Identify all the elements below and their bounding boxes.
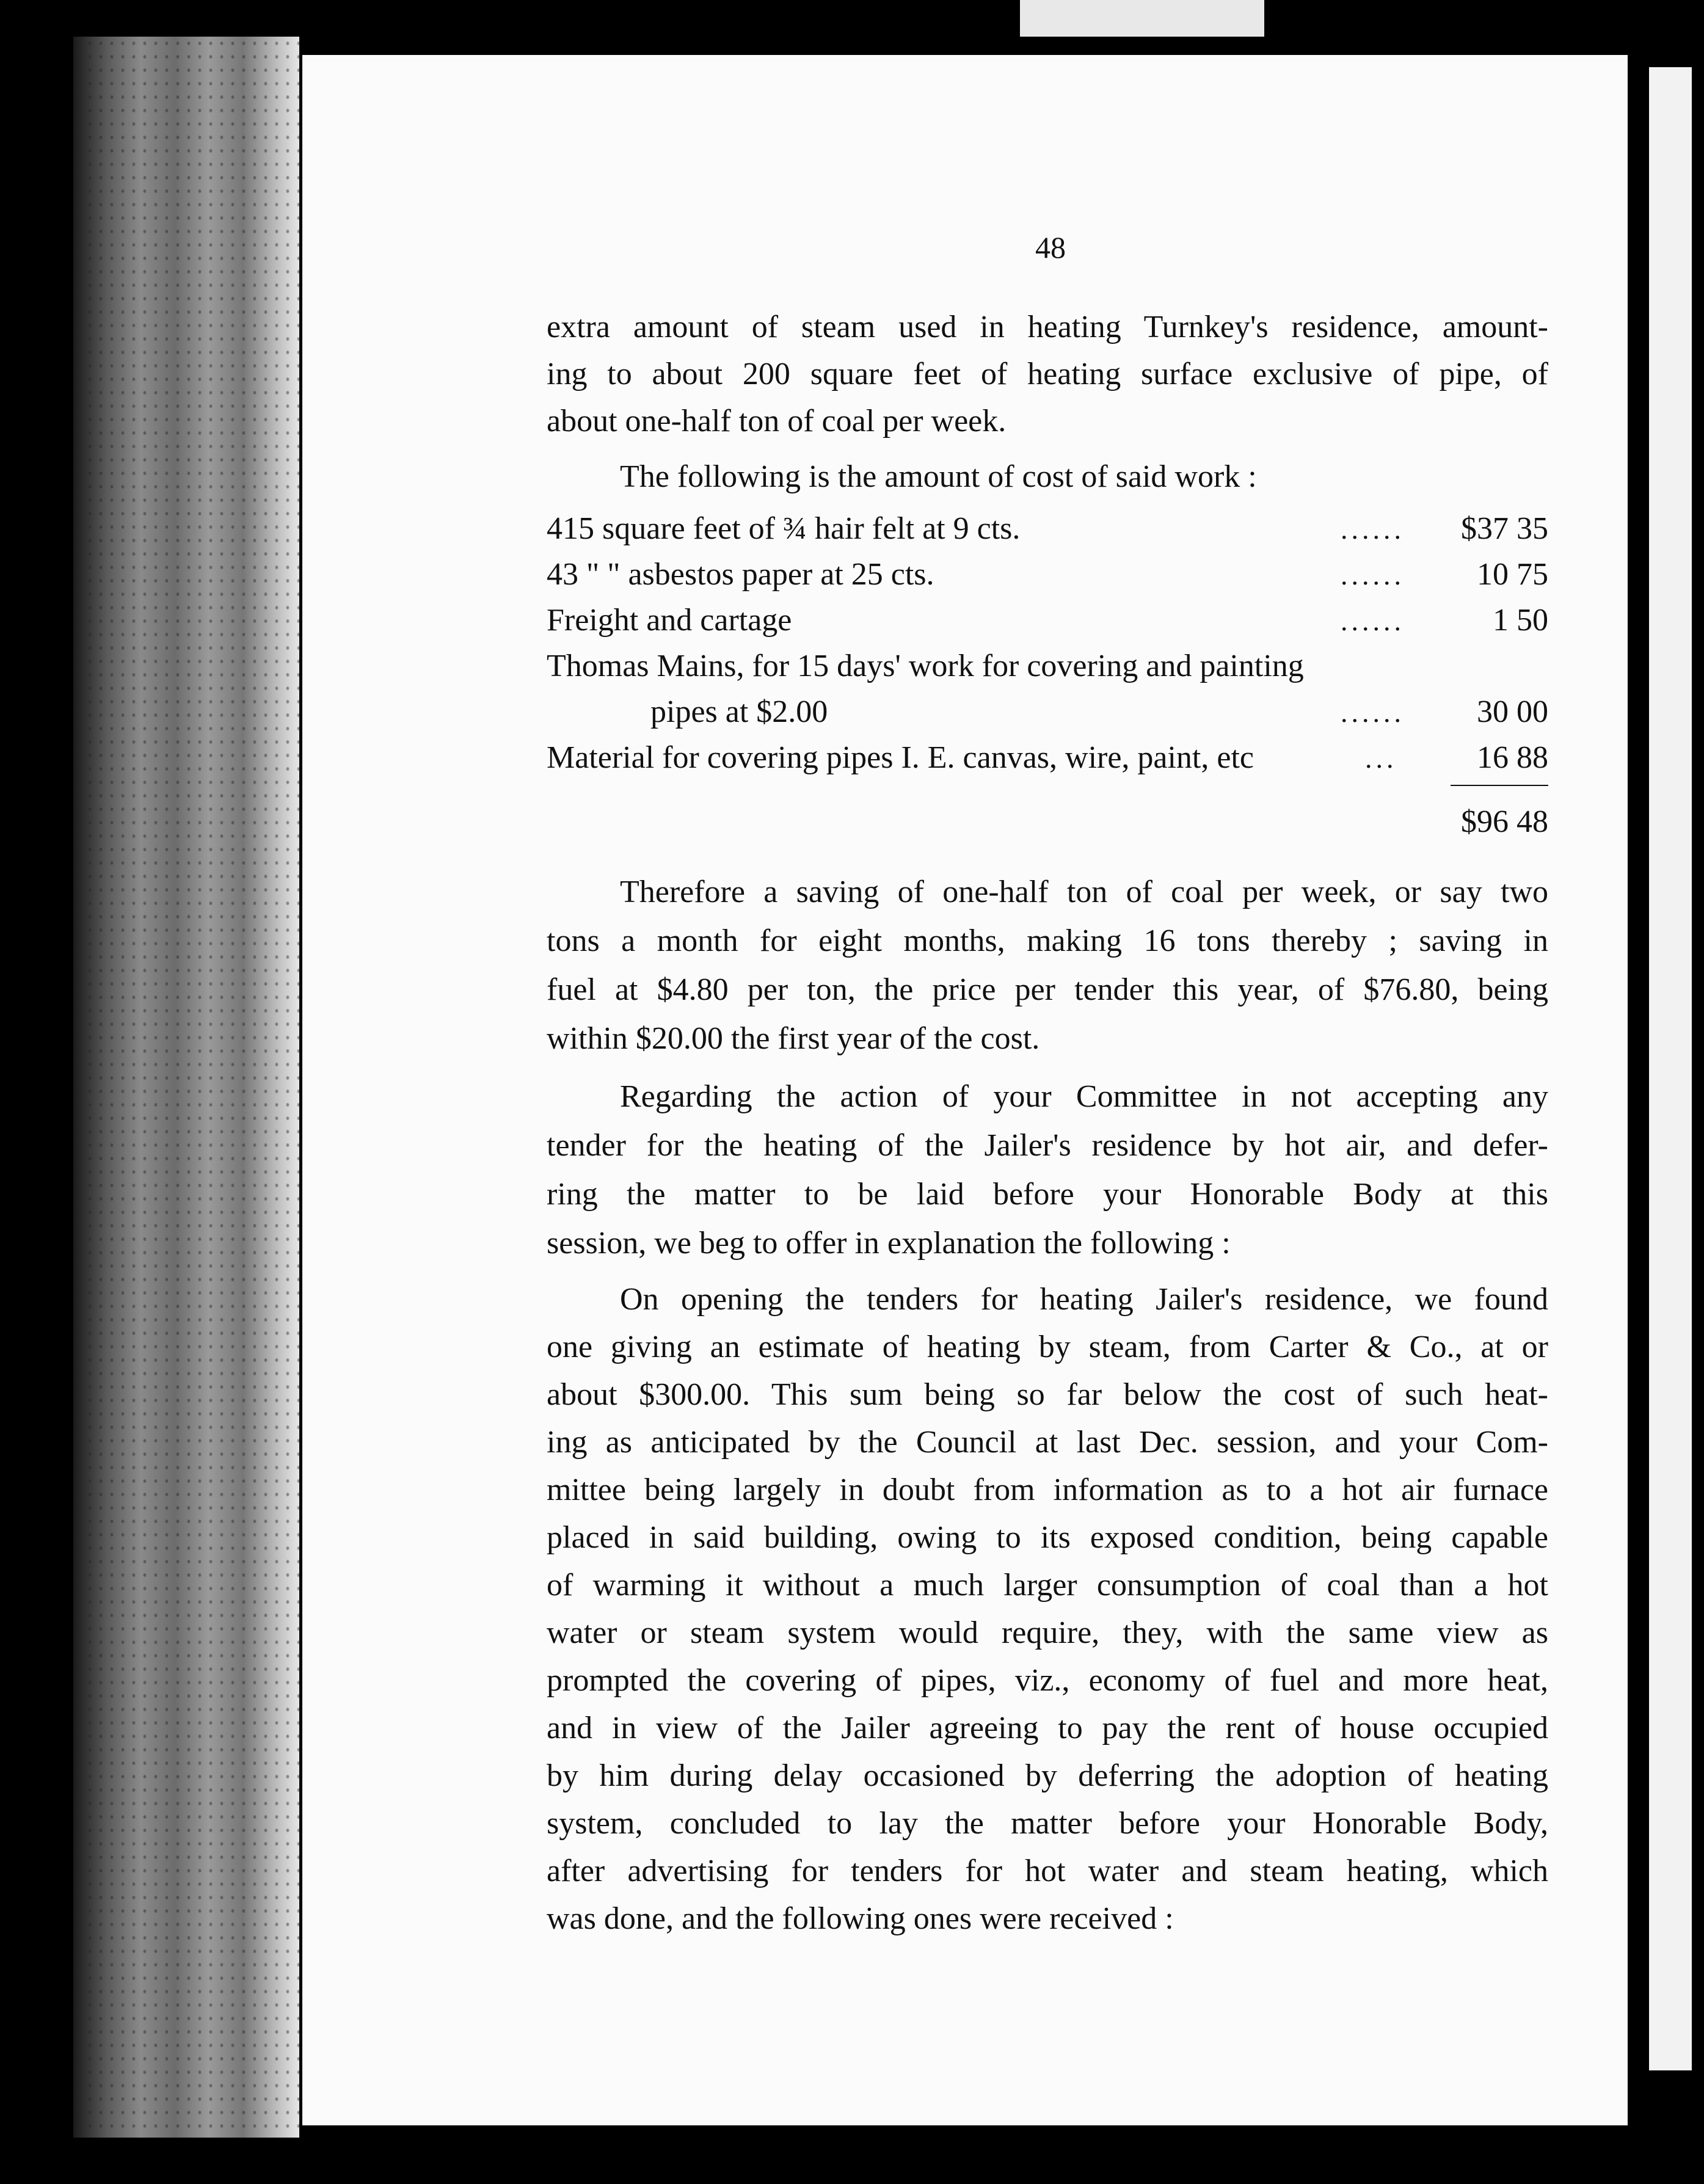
paragraph-line: prompted the covering of pipes, viz., economy of fuel and more heat, [547,1663,1548,1698]
cost-row-dots: ...... [1341,605,1405,636]
paragraph-line: by him during delay occasioned by deferring the adoption of heating [547,1758,1548,1793]
document-page [302,55,1628,2125]
cost-row-amount: 10 75 [1477,557,1548,592]
cost-total: $96 48 [1461,804,1548,839]
paragraph-line: fuel at $4.80 per ton, the price per tender this year, of $76.80, being [547,972,1548,1007]
paragraph-line: was done, and the following ones were received : [547,1901,1174,1936]
cost-row-description: Freight and cartage [547,603,792,638]
paragraph-line: tons a month for eight months, making 16 tons thereby ; saving in [547,923,1548,958]
cost-row-amount: 16 88 [1477,740,1548,775]
cost-row-description: 415 square feet of ¾ hair felt at 9 cts. [547,511,1021,546]
paragraph-line: within $20.00 the first year of the cost. [547,1021,1040,1056]
paragraph-line: of warming it without a much larger consumption of coal than a hot [547,1568,1548,1603]
intro-line: ing to about 200 square feet of heating surface exclusive of pipe, of [547,357,1548,391]
cost-row-dots: ... [1365,743,1397,774]
paragraph-line: after advertising for tenders for hot water and steam heating, which [547,1854,1548,1888]
top-tab [1020,0,1264,37]
cost-row-dots: ...... [1341,697,1405,728]
paragraph-line: water or steam system would require, they, with the same view as [547,1615,1548,1650]
cost-row-dots: ...... [1341,559,1405,591]
cost-row-amount: 30 00 [1477,694,1548,729]
paragraph-line: On opening the tenders for heating Jailer's residence, we found [620,1282,1548,1317]
cost-row-amount: $37 35 [1461,511,1548,546]
page-number: 48 [1035,230,1066,264]
paragraph-line: one giving an estimate of heating by steam, from Carter & Co., at or [547,1330,1548,1364]
paragraph-line: mittee being largely in doubt from information as to a hot air furnace [547,1472,1548,1507]
paragraph-line: ing as anticipated by the Council at last Dec. session, and your Com- [547,1425,1548,1460]
paragraph-line: about $300.00. This sum being so far below the cost of such heat- [547,1377,1548,1412]
cost-row-description: Thomas Mains, for 15 days' work for covering and painting [547,649,1304,683]
paragraph-line: session, we beg to offer in explanation the following : [547,1226,1231,1261]
intro-line: extra amount of steam used in heating Turnkey's residence, amount- [547,310,1548,344]
cost-row-description: pipes at $2.00 [650,694,828,729]
paragraph-line: Therefore a saving of one-half ton of coal per week, or say two [620,875,1548,909]
book-page-edges [73,37,299,2138]
intro-line: about one-half ton of coal per week. [547,404,1007,439]
paragraph-line: and in view of the Jailer agreeing to pay the rent of house occupied [547,1711,1548,1745]
paragraph-line: ring the matter to be laid before your Honorable Body at this [547,1177,1548,1212]
paragraph-line: Regarding the action of your Committee in not accepting any [620,1079,1548,1114]
cost-heading: The following is the amount of cost of said work : [620,459,1257,494]
cost-row-dots: ...... [1341,514,1405,545]
paragraph-line: tender for the heating of the Jailer's residence by hot air, and defer- [547,1128,1548,1163]
cost-row-description: 43 " " asbestos paper at 25 cts. [547,557,934,592]
cost-row-amount: 1 50 [1493,603,1548,638]
paragraph-line: system, concluded to lay the matter before your Honorable Body, [547,1806,1548,1841]
total-rule [1451,785,1548,786]
next-page-sliver [1649,67,1692,2070]
paragraph-line: placed in said building, owing to its exposed condition, being capable [547,1520,1548,1555]
cost-row-description: Material for covering pipes I. E. canvas, wire, paint, etc [547,740,1254,775]
